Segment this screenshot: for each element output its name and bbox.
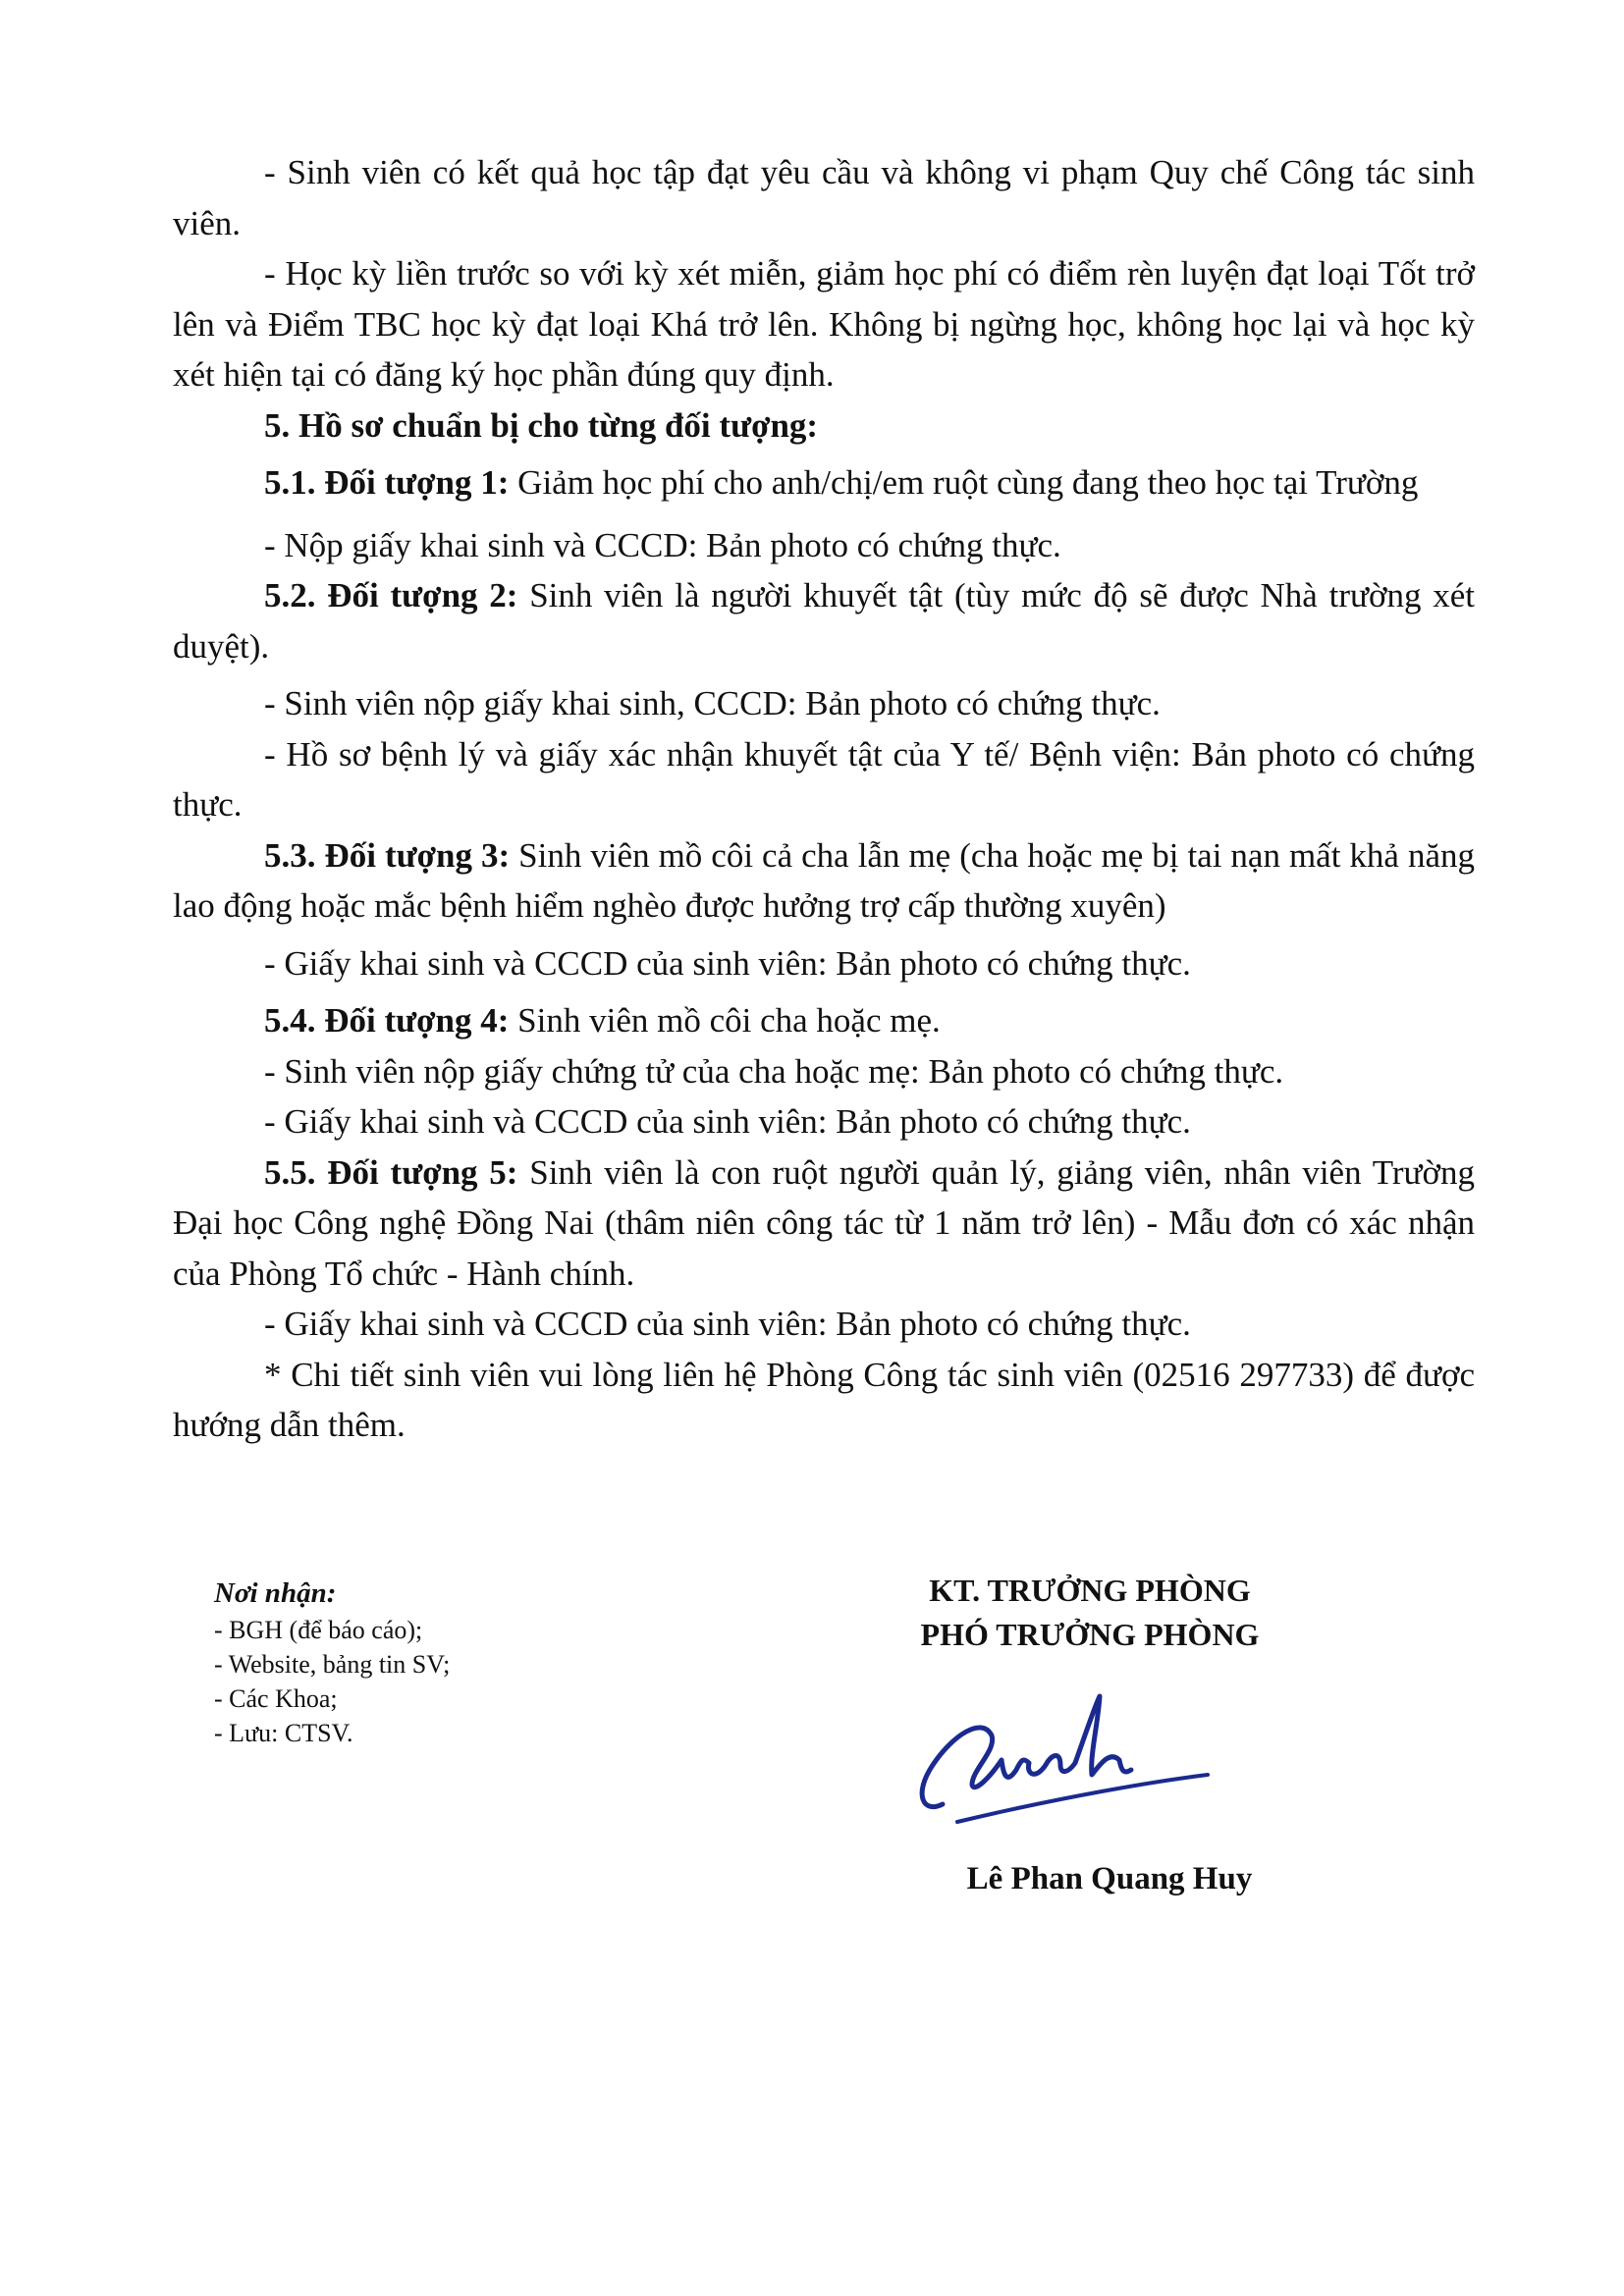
- paragraph-text: - Giấy khai sinh và CCCD của sinh viên: Bản photo có chứng thực.: [264, 943, 1191, 983]
- paragraph-text: Sinh viên là con ruột người quản lý, giảng viên, nhân viên Trường Đại học Công nghệ Đồng Nai (thâm niên công tác từ 1 năm trở lên) - Mẫu đơn có xác nhận của Phòng Tổ chức - Hành chính.: [173, 1152, 1475, 1293]
- handwritten-signature: [913, 1677, 1227, 1843]
- paragraph-heading: 5.3. Đối tượng 3:: [264, 835, 511, 875]
- paragraph-text: Sinh viên mồ côi cha hoặc mẹ.: [509, 1001, 941, 1040]
- recipient-item: - Website, bảng tin SV;: [214, 1650, 451, 1679]
- paragraph-text: - Nộp giấy khai sinh và CCCD: Bản photo có chứng thực.: [264, 525, 1061, 564]
- paragraph-heading: 5. Hồ sơ chuẩn bị cho từng đối tượng:: [264, 405, 819, 445]
- paragraph-text: Sinh viên là người khuyết tật (tùy mức độ sẽ được Nhà trường xét duyệt).: [173, 576, 1475, 666]
- paragraph: [173, 400, 1475, 452]
- paragraph-heading: 5.5. Đối tượng 5:: [264, 1152, 518, 1192]
- paragraph: [173, 457, 1475, 508]
- document-body: [173, 147, 1475, 1451]
- recipient-item: - Lưu: CTSV.: [214, 1719, 353, 1747]
- recipients-title: Nơi nhận:: [214, 1577, 337, 1609]
- paragraph: [173, 938, 1475, 989]
- paragraph-heading: 5.1. Đối tượng 1:: [264, 463, 510, 502]
- paragraph-heading: 5.2. Đối tượng 2:: [264, 576, 518, 614]
- paragraph: [173, 147, 1475, 248]
- paragraph-heading: 5.4. Đối tượng 4:: [264, 1001, 510, 1040]
- paragraph: [173, 995, 1475, 1046]
- paragraph-text: - Học kỳ liền trước so với kỳ xét miễn, giảm học phí có điểm rèn luyện đạt loại Tốt trở lên và Điểm TBC học kỳ đạt loại Khá trở lên. Không bị ngừng học, không học lại và học kỳ xét hiện tại có đăng ký học phần đúng quy định.: [173, 254, 1475, 394]
- paragraph-text: - Giấy khai sinh và CCCD của sinh viên: Bản photo có chứng thực.: [264, 1102, 1191, 1141]
- paragraph: [173, 570, 1475, 671]
- paragraph: [173, 729, 1475, 830]
- paragraph: [173, 678, 1475, 729]
- paragraph: [173, 830, 1475, 932]
- paragraph-text: Giảm học phí cho anh/chị/em ruột cùng đang theo học tại Trường: [509, 463, 1419, 502]
- paragraph: [173, 520, 1475, 571]
- paragraph-text: - Hồ sơ bệnh lý và giấy xác nhận khuyết tật của Y tế/ Bệnh viện: Bản photo có chứng thực.: [173, 734, 1475, 824]
- paragraph: [173, 1148, 1475, 1300]
- paragraph-text: - Sinh viên có kết quả học tập đạt yêu cầu và không vi phạm Quy chế Công tác sinh viên.: [173, 153, 1475, 242]
- paragraph-text: * Chi tiết sinh viên vui lòng liên hệ Phòng Công tác sinh viên (02516 297733) để được hướng dẫn thêm.: [173, 1355, 1475, 1444]
- paragraph-text: - Giấy khai sinh và CCCD của sinh viên: Bản photo có chứng thực.: [264, 1305, 1191, 1343]
- recipients-block: [214, 1576, 803, 1750]
- paragraph: [173, 1046, 1475, 1097]
- recipient-item: - Các Khoa;: [214, 1684, 338, 1713]
- signer-name: Lê Phan Quang Huy: [966, 1861, 1253, 1896]
- signature-title-line2: PHÓ TRƯỞNG PHÒNG: [920, 1617, 1260, 1652]
- paragraph-text: Sinh viên mồ côi cả cha lẫn mẹ (cha hoặc mẹ bị tai nạn mất khả năng lao động hoặc mắc bệnh hiểm nghèo được hưởng trợ cấp thường xuyên): [173, 835, 1475, 925]
- signature-title-line1: KT. TRƯỞNG PHÒNG: [929, 1573, 1251, 1608]
- paragraph: [173, 1096, 1475, 1148]
- paragraph: [173, 248, 1475, 400]
- paragraph-text: - Sinh viên nộp giấy khai sinh, CCCD: Bản photo có chứng thực.: [264, 684, 1161, 722]
- paragraph: [173, 1350, 1475, 1451]
- recipient-item: - BGH (để báo cáo);: [214, 1616, 423, 1644]
- signature-title-block: [844, 1569, 1335, 1657]
- paragraph-text: - Sinh viên nộp giấy chứng tử của cha hoặc mẹ: Bản photo có chứng thực.: [264, 1051, 1284, 1091]
- paragraph: [173, 1299, 1475, 1350]
